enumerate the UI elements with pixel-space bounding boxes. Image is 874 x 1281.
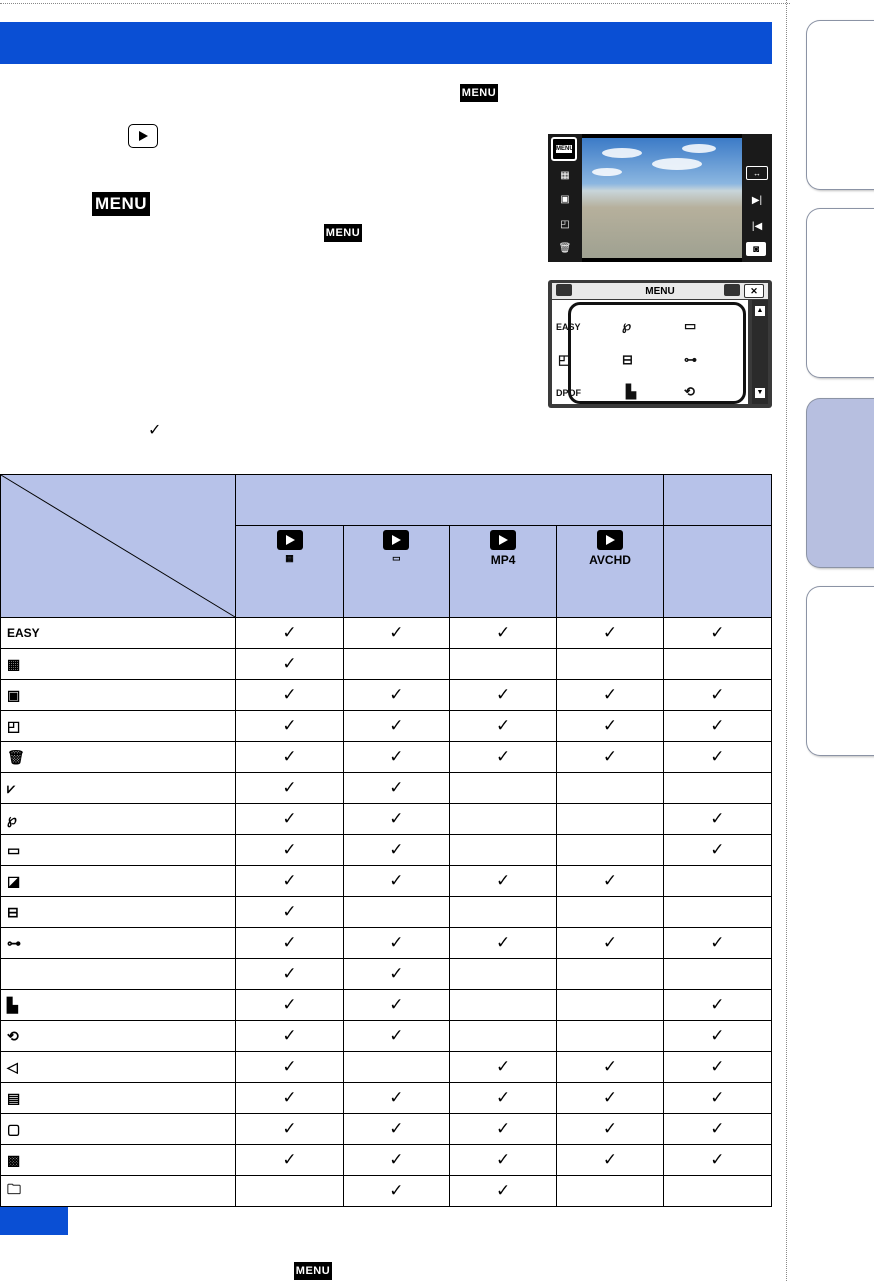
check-mark-icon: ✓ <box>710 840 725 859</box>
row-label-cell <box>1 990 236 1021</box>
check-mark-icon: ✓ <box>710 1088 725 1107</box>
menu-highlight-frame <box>568 302 746 404</box>
check-cell <box>663 1083 771 1114</box>
row-label-cell <box>1 1052 236 1083</box>
check-cell <box>236 618 343 649</box>
slideshow-icon: ◰ <box>7 717 21 734</box>
check-mark-icon: ✓ <box>389 995 404 1014</box>
row-label-cell <box>1 1145 236 1176</box>
paint-icon[interactable]: ▭ <box>684 318 697 333</box>
check-cell <box>343 990 449 1021</box>
check-mark-icon: ✓ <box>389 716 404 735</box>
retouch-icon[interactable]: ℘ <box>622 318 632 333</box>
check-cell <box>557 1052 663 1083</box>
calendar-view-icon <box>277 530 303 550</box>
check-mark-icon: ✓ <box>282 871 297 890</box>
check-mark-icon: ✓ <box>282 809 297 828</box>
check-cell <box>557 897 663 928</box>
menu-screen-titlebar <box>552 283 768 299</box>
table-row <box>1 866 772 897</box>
check-cell <box>557 773 663 804</box>
slideshow-icon[interactable]: ◰ <box>560 218 570 230</box>
check-cell <box>449 742 556 773</box>
check-cell <box>343 1176 449 1207</box>
index-icon: ▣ <box>7 686 21 703</box>
settings-icon[interactable] <box>724 284 740 296</box>
check-mark-icon: ✓ <box>496 716 511 735</box>
check-cell <box>343 1114 449 1145</box>
table-row <box>1 1021 772 1052</box>
check-cell <box>236 1145 343 1176</box>
check-cell <box>449 928 556 959</box>
toolbox-icon[interactable] <box>556 284 572 296</box>
row-label-cell <box>1 1114 236 1145</box>
check-cell <box>449 897 556 928</box>
check-mark-icon: ✓ <box>282 964 297 983</box>
check-cell <box>449 1145 556 1176</box>
check-cell <box>236 1021 343 1052</box>
row-label-cell <box>1 1021 236 1052</box>
mode-calendar-view-header: ▦ <box>236 526 343 618</box>
check-cell <box>343 1052 449 1083</box>
check-cell <box>557 680 663 711</box>
check-cell <box>449 835 556 866</box>
check-mark-icon: ✓ <box>710 747 725 766</box>
check-mark-icon: ✓ <box>389 964 404 983</box>
mode-avchd-header: AVCHD <box>557 526 663 618</box>
check-cell <box>236 959 343 990</box>
check-cell <box>449 1052 556 1083</box>
check-mark-icon: ✓ <box>602 747 618 766</box>
check-mark-icon: ✓ <box>496 1119 511 1138</box>
camera-menu-screen <box>548 280 772 408</box>
row-label-cell <box>1 866 236 897</box>
check-cell <box>236 835 343 866</box>
check-mark-icon: ✓ <box>602 933 618 952</box>
retouch-icon: ℘ <box>7 810 17 827</box>
table-row <box>1 711 772 742</box>
mode-folder-view-header: ▭ <box>343 526 449 618</box>
row-label: EASY <box>7 626 40 640</box>
check-cell <box>343 1145 449 1176</box>
check-mark-icon: ✓ <box>710 1150 725 1169</box>
check-cell <box>236 711 343 742</box>
table-row <box>1 928 772 959</box>
check-cell <box>449 711 556 742</box>
check-cell <box>663 711 771 742</box>
check-cell <box>663 897 771 928</box>
check-cell <box>236 773 343 804</box>
check-cell <box>557 1083 663 1114</box>
check-mark-icon: ✓ <box>602 1119 618 1138</box>
check-cell <box>557 1176 663 1207</box>
check-cell <box>236 1176 343 1207</box>
row-label-cell <box>1 804 236 835</box>
upload-icon: ⊟ <box>7 903 19 920</box>
print-icon[interactable]: ▙ <box>626 384 636 399</box>
folder-icon: 🗀 <box>7 1181 21 1197</box>
check-cell <box>663 1114 771 1145</box>
check-mark-icon: ✓ <box>496 1057 511 1076</box>
menu-icon: MENU <box>460 84 498 102</box>
camera-playback-screen <box>548 134 772 262</box>
check-cell <box>663 1176 771 1207</box>
check-cell <box>343 835 449 866</box>
check-mark-icon: ✓ <box>389 1181 404 1200</box>
export-icon: ◪ <box>7 872 21 889</box>
next-icon[interactable]: ▶| <box>751 194 763 206</box>
row-label-cell <box>1 1083 236 1114</box>
row-label-cell <box>1 773 236 804</box>
check-cell <box>449 959 556 990</box>
check-mark-icon: ✓ <box>282 1088 297 1107</box>
check-cell <box>557 1145 663 1176</box>
check-cell <box>343 959 449 990</box>
check-mark-icon: ✓ <box>710 933 725 952</box>
check-cell <box>557 959 663 990</box>
row-label-cell <box>1 618 236 649</box>
multi-resize-icon[interactable]: ◰ <box>558 352 571 367</box>
check-cell <box>343 649 449 680</box>
check-mark-icon: ✓ <box>710 1057 725 1076</box>
table-row <box>1 742 772 773</box>
check-cell <box>557 804 663 835</box>
check-cell <box>343 866 449 897</box>
check-mark-icon: ✓ <box>496 1088 511 1107</box>
row-label-cell <box>1 742 236 773</box>
protect-key-icon: ⊶ <box>7 934 21 951</box>
rotate-icon[interactable]: ⟲ <box>684 384 695 399</box>
table-row <box>1 804 772 835</box>
check-mark-icon: ✓ <box>389 1150 404 1169</box>
check-cell <box>557 866 663 897</box>
check-cell <box>557 618 663 649</box>
check-cell <box>557 711 663 742</box>
check-cell <box>663 959 771 990</box>
check-mark-icon: ✓ <box>602 1057 618 1076</box>
check-cell <box>663 804 771 835</box>
check-cell <box>343 897 449 928</box>
check-mark-icon: ✓ <box>282 840 297 859</box>
check-mark-icon: ✓ <box>282 685 297 704</box>
header-diagonal-line <box>0 474 236 618</box>
close-icon[interactable]: ✕ <box>744 284 764 298</box>
print-icon: ▙ <box>7 996 18 1013</box>
check-mark-icon: ✓ <box>282 1150 297 1169</box>
check-cell <box>663 990 771 1021</box>
beach-photo <box>582 138 742 258</box>
menu-icon-small: MENU <box>324 224 362 242</box>
check-mark-icon: ✓ <box>602 871 618 890</box>
check-mark-icon: ✓ <box>282 1119 297 1138</box>
check-cell <box>449 990 556 1021</box>
table-row <box>1 1052 772 1083</box>
check-mark-icon: ✓ <box>496 685 511 704</box>
check-cell <box>236 866 343 897</box>
top-dotted-rule <box>0 3 790 4</box>
menu-screen-title: MENU <box>645 285 675 297</box>
check-cell <box>343 773 449 804</box>
check-cell <box>343 928 449 959</box>
check-mark-icon: ✓ <box>496 933 511 952</box>
check-mark-icon: ✓ <box>496 871 511 890</box>
check-cell <box>663 835 771 866</box>
menu-icon-bottom: MENU <box>294 1262 332 1280</box>
calendar-icon: ▦ <box>7 655 21 672</box>
scroll-down-icon[interactable]: ▼ <box>756 389 764 396</box>
check-mark-icon: ✓ <box>710 685 725 704</box>
still-movie-header <box>236 475 663 526</box>
menu-scrollbar[interactable] <box>752 300 768 404</box>
table-row <box>1 680 772 711</box>
check-cell <box>449 649 556 680</box>
check-cell <box>236 1114 343 1145</box>
row-label-cell <box>1 959 236 990</box>
note-label-bar <box>0 1207 68 1235</box>
check-mark-icon: ✓ <box>602 716 618 735</box>
scroll-up-icon[interactable]: ▲ <box>756 307 764 314</box>
check-mark-icon: ✓ <box>710 716 725 735</box>
row-label-cell <box>1 680 236 711</box>
check-mark-icon: ✓ <box>496 1181 511 1200</box>
delete-icon: 🗑 <box>7 748 25 765</box>
check-mark-icon: ✓ <box>389 1119 404 1138</box>
check-cell <box>343 618 449 649</box>
check-mark-icon: ✓ <box>389 1026 404 1045</box>
menu-item-easy[interactable]: EASY <box>556 322 581 332</box>
check-mark-icon: ✓ <box>602 685 618 704</box>
check-cell <box>557 1114 663 1145</box>
menu-icon-large: MENU <box>92 192 150 216</box>
table-row <box>1 773 772 804</box>
check-cell <box>663 928 771 959</box>
check-cell <box>236 897 343 928</box>
check-mark-icon: ✓ <box>389 778 404 797</box>
check-mark-icon: ✓ <box>389 809 404 828</box>
camera-left-toolbar <box>548 134 582 262</box>
check-cell <box>343 1083 449 1114</box>
section-title-bar <box>0 22 772 64</box>
check-cell <box>663 1021 771 1052</box>
check-cell <box>449 866 556 897</box>
table-row <box>1 897 772 928</box>
protect-icon[interactable]: ⊶ <box>684 352 697 367</box>
camera-icon[interactable]: ◙ <box>746 242 766 256</box>
check-cell <box>663 1052 771 1083</box>
check-mark-icon: ✓ <box>389 747 404 766</box>
resize-icon: ▭ <box>7 841 21 858</box>
previous-icon[interactable]: |◀ <box>751 220 763 232</box>
check-cell <box>236 680 343 711</box>
row-label-cell <box>1 928 236 959</box>
check-cell <box>663 618 771 649</box>
check-cell <box>449 680 556 711</box>
delete-icon[interactable]: 🗑 <box>558 242 572 254</box>
check-cell <box>663 742 771 773</box>
check-cell <box>236 1083 343 1114</box>
check-cell <box>236 649 343 680</box>
display-on-icon: ▤ <box>7 1089 21 1106</box>
grid-28-icon: ▩ <box>7 1151 21 1168</box>
check-mark-icon: ✓ <box>389 840 404 859</box>
export-icon[interactable]: ⊟ <box>622 352 633 367</box>
check-cell <box>236 804 343 835</box>
check-mark-icon: ✓ <box>710 995 725 1014</box>
table-body <box>1 618 772 1207</box>
check-mark-icon: ✓ <box>496 747 511 766</box>
row-label-cell <box>1 649 236 680</box>
check-cell <box>236 990 343 1021</box>
check-cell <box>663 680 771 711</box>
check-mark-icon: ✓ <box>496 1150 511 1169</box>
check-mark-icon: ✓ <box>148 422 162 439</box>
check-cell <box>343 804 449 835</box>
check-mark-icon: ✓ <box>602 1088 618 1107</box>
check-mark-icon: ✓ <box>710 1119 725 1138</box>
check-mark-icon: ✓ <box>389 1088 404 1107</box>
check-mark-icon: ✓ <box>282 995 297 1014</box>
table-row <box>1 959 772 990</box>
check-cell <box>449 1176 556 1207</box>
table-row <box>1 1145 772 1176</box>
mode-other-header <box>663 526 771 618</box>
check-cell <box>449 1021 556 1052</box>
check-mark-icon: ✓ <box>389 685 404 704</box>
side-dotted-rule <box>786 0 787 1281</box>
check-cell <box>557 1021 663 1052</box>
folder-view-icon <box>383 530 409 550</box>
check-cell <box>343 680 449 711</box>
check-mark-icon: ✓ <box>282 778 297 797</box>
check-cell <box>557 835 663 866</box>
check-mark-icon: ✓ <box>710 623 725 642</box>
check-cell <box>449 1083 556 1114</box>
check-cell <box>557 990 663 1021</box>
row-label-cell <box>1 711 236 742</box>
check-mark-icon: ✓ <box>710 1026 725 1045</box>
check-cell <box>663 649 771 680</box>
check-mark-icon: ✓ <box>602 623 618 642</box>
side-tab-1[interactable] <box>806 20 874 190</box>
table-row <box>1 835 772 866</box>
table-row <box>1 1176 772 1207</box>
side-tab-4[interactable] <box>806 586 874 756</box>
check-cell <box>343 742 449 773</box>
check-cell <box>343 711 449 742</box>
calendar-icon[interactable]: ▦ <box>560 169 570 181</box>
check-cell <box>663 1145 771 1176</box>
check-mark-icon: ✓ <box>282 1057 297 1076</box>
table-row <box>1 1114 772 1145</box>
display-off-icon: ▢ <box>7 1120 21 1137</box>
side-tab-3-active[interactable] <box>806 398 874 568</box>
extra-header <box>663 475 771 526</box>
table-row <box>1 649 772 680</box>
check-cell <box>557 649 663 680</box>
check-cell <box>449 773 556 804</box>
table-row <box>1 618 772 649</box>
check-mark-icon: ✓ <box>389 871 404 890</box>
check-cell <box>343 1021 449 1052</box>
index-icon[interactable]: ▣ <box>560 193 570 205</box>
check-mark-icon: ✓ <box>389 933 404 952</box>
side-tab-2[interactable] <box>806 208 874 378</box>
check-mark-icon: ✓ <box>282 933 297 952</box>
check-mark-icon: ✓ <box>282 654 297 673</box>
paint-brush-icon: ⩗ <box>7 779 15 796</box>
rotate-icon: ⟲ <box>7 1027 19 1044</box>
row-label-cell <box>1 835 236 866</box>
check-cell <box>236 1052 343 1083</box>
mode-mp4-header: MP4 <box>449 526 556 618</box>
check-cell <box>449 618 556 649</box>
check-cell <box>663 866 771 897</box>
row-label-cell <box>1 1176 236 1207</box>
check-cell <box>557 742 663 773</box>
check-mark-icon: ✓ <box>282 1026 297 1045</box>
camera-right-toolbar <box>742 134 772 262</box>
check-cell <box>663 773 771 804</box>
zoom-icon[interactable]: ↔ <box>746 166 768 180</box>
check-mark-icon: ✓ <box>282 747 297 766</box>
menu-item-dpof[interactable]: DPOF <box>556 388 582 398</box>
camera-menu-button[interactable]: MENU <box>551 137 577 161</box>
check-mark-icon: ✓ <box>710 809 725 828</box>
check-mark-icon: ✓ <box>602 1150 618 1169</box>
check-mark-icon: ✓ <box>389 623 404 642</box>
check-cell <box>236 928 343 959</box>
check-cell <box>449 804 556 835</box>
mp4-view-icon <box>490 530 516 550</box>
volume-icon: ◁ <box>7 1058 18 1075</box>
table-row <box>1 1083 772 1114</box>
check-cell <box>449 1114 556 1145</box>
check-mark-icon: ✓ <box>496 623 511 642</box>
check-mark-icon: ✓ <box>282 902 297 921</box>
playback-button-icon <box>128 124 158 148</box>
avchd-view-icon <box>597 530 623 550</box>
check-mark-icon: ✓ <box>282 623 297 642</box>
check-cell <box>236 742 343 773</box>
table-row <box>1 990 772 1021</box>
check-mark-icon: ✓ <box>282 716 297 735</box>
row-label-cell <box>1 897 236 928</box>
check-cell <box>557 928 663 959</box>
